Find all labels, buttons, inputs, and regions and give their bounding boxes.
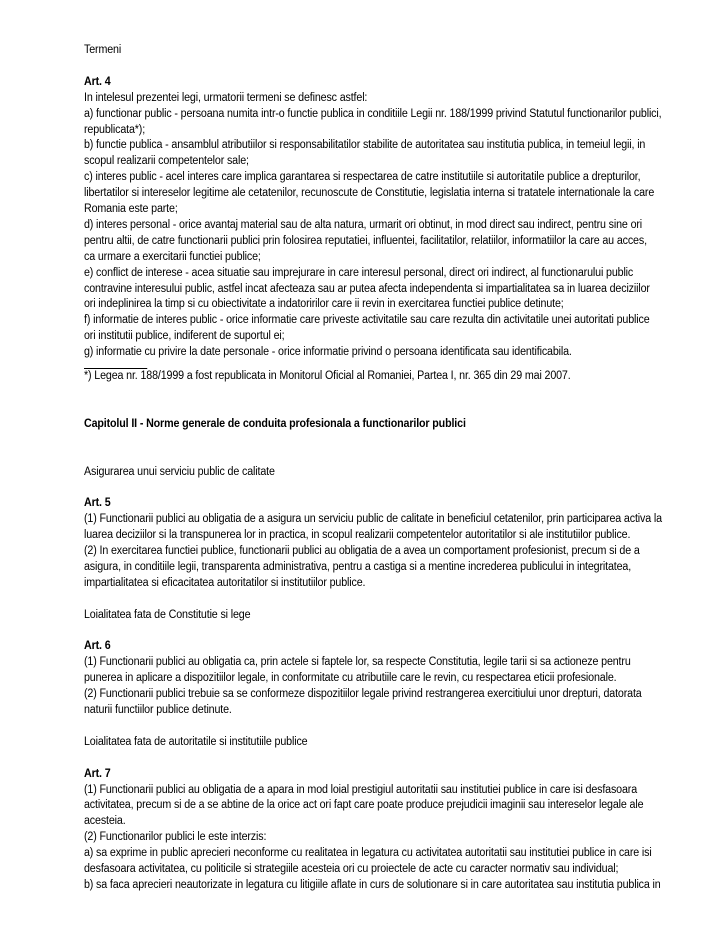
article-line: Romania este parte; — [84, 203, 178, 216]
article-6-body — [84, 655, 689, 719]
article-line: ori institutii publice, indiferent de suportul ei; — [84, 330, 285, 343]
article-line: (1) Functionarii publici au obligatia de a asigura un serviciu public de calitate in beneficiul cetatenilor, prin participarea activa la — [84, 513, 662, 526]
section-heading-quality: Asigurarea unui serviciu public de calitate — [84, 465, 275, 478]
section-heading-loyalty-authorities: Loialitatea fata de autoritatile si institutiile publice — [84, 735, 308, 748]
article-line: asigura, in conditiile legii, transparenta administrativa, pentru a castiga si a mentine increderea publicului in integritatea, — [84, 560, 632, 573]
article-7-body — [84, 783, 689, 894]
article-line: In intelesul prezentei legi, urmatorii termeni se definesc astfel: — [84, 91, 368, 104]
article-6-title: Art. 6 — [84, 640, 111, 653]
article-line: acesteia. — [84, 815, 126, 828]
article-line: impartialitatea si eficacitatea autoritatilor si institutiilor publice. — [84, 576, 366, 589]
article-line: d) interes personal - orice avantaj material sau de alta natura, urmarit ori obtinut, in mod direct sau indirect, pentru sine ori — [84, 218, 643, 231]
article-line: scopul realizarii competentelor sale; — [84, 155, 249, 168]
article-4-body — [84, 91, 689, 361]
article-line: luarea deciziilor si la transpunerea lor in practica, in scopul realizarii competentelor autoritatilor si ale institutiilor publice. — [84, 529, 631, 542]
article-line: b) sa faca aprecieri neautorizate in legatura cu litigiile aflate in curs de solutionare si in care autoritatea sau institutia publica in — [84, 879, 661, 891]
article-line: ori indeplinirea la timp si cu obiectivitate a indatoririlor care ii revin in exercitarea functiei publice detinute; — [84, 298, 564, 311]
article-line: (1) Functionarii publici au obligatia de a apara in mod loial prestigiul autoritatii sau institutiei publice in care isi desfasoara — [84, 783, 638, 796]
article-line: desfasoara activitatea, cu politicile si strategiile acesteia ori cu proiectele de acte cu caracter normativ sau individual; — [84, 863, 619, 876]
article-5-body — [84, 512, 689, 592]
article-line: naturii functiilor publice detinute. — [84, 704, 232, 717]
article-line: pentru altii, de catre functionarii publici prin folosirea reputatiei, influentei, facilitatilor, relatiilor, informatiilor la care au acces, — [84, 234, 647, 247]
footnote: *) Legea nr. 188/1999 a fost republicata in Monitorul Oficial al Romaniei, Partea I, nr. 365 din 29 mai 2007. — [84, 370, 571, 383]
section-heading-loyalty-constitution: Loialitatea fata de Constitutie si lege — [84, 608, 251, 621]
article-line: libertatilor si intereselor legitime ale cetatenilor, recunoscute de Constitutie, legislatia interna si tratatele internationale la care — [84, 187, 655, 200]
article-5-title: Art. 5 — [84, 497, 111, 510]
article-line: e) conflict de interese - acea situatie sau imprejurare in care interesul personal, direct ori indirect, al functionarului public — [84, 266, 634, 279]
article-line: activitatea, precum si de a se abtine de la orice act ori fapt care poate produce prejudicii imaginii sau intereselor legale ale — [84, 799, 644, 812]
article-4-title: Art. 4 — [84, 75, 111, 88]
article-line: republicata*); — [84, 123, 146, 136]
chapter-2-title: Capitolul II - Norme generale de conduita profesionala a functionarilor publici — [84, 417, 466, 430]
article-line: f) informatie de interes public - orice informatie care priveste activitatile sau care rezulta din activitatile unei autoritati publice — [84, 314, 650, 327]
article-line: contravine interesului public, astfel incat afecteaza sau ar putea afecta independenta si impartialitatea sa in luarea deciziilor — [84, 282, 650, 295]
article-line: b) functie publica - ansamblul atributiilor si responsabilitatilor stabilite de autoritatea sau institutia publica, in temeiul legii, in — [84, 139, 646, 152]
section-heading-terms: Termeni — [84, 44, 122, 56]
article-line: ca urmare a exercitarii functiei publice; — [84, 250, 261, 263]
article-7-title: Art. 7 — [84, 767, 111, 780]
article-line: a) functionar public - persoana numita intr-o functie publica in conditiile Legii nr. 188/1999 privind Statutul functionarilor publici, — [84, 107, 662, 120]
article-line: (2) Functionarii publici trebuie sa se conformeze dispozitiilor legale privind restrangerea exercitiului unor drepturi, datorata — [84, 688, 642, 701]
document-body — [84, 43, 689, 894]
article-line: c) interes public - acel interes care implica garantarea si respectarea de catre institutiile si autoritatile publice a drepturilor, — [84, 171, 641, 184]
article-line: (2) In exercitarea functiei publice, functionarii publici au obligatia de a avea un comportament profesionist, precum si de a — [84, 545, 640, 558]
article-line: (1) Functionarii publici au obligatia ca, prin actele si faptele lor, sa respecte Constitutia, legile tarii si sa actioneze pentru — [84, 656, 631, 669]
article-line: (2) Functionarilor publici le este interzis: — [84, 831, 267, 844]
article-line: a) sa exprime in public aprecieri neconforme cu realitatea in legatura cu activitatea autoritatii sau institutiei publice in care isi — [84, 847, 652, 860]
article-line: punerea in aplicare a dispozitiilor legale, in conformitate cu atributiile care le revin, cu respectarea eticii profesionale. — [84, 672, 617, 685]
article-line: g) informatie cu privire la date personale - orice informatie privind o persoana identificata sau identificabila. — [84, 346, 572, 359]
